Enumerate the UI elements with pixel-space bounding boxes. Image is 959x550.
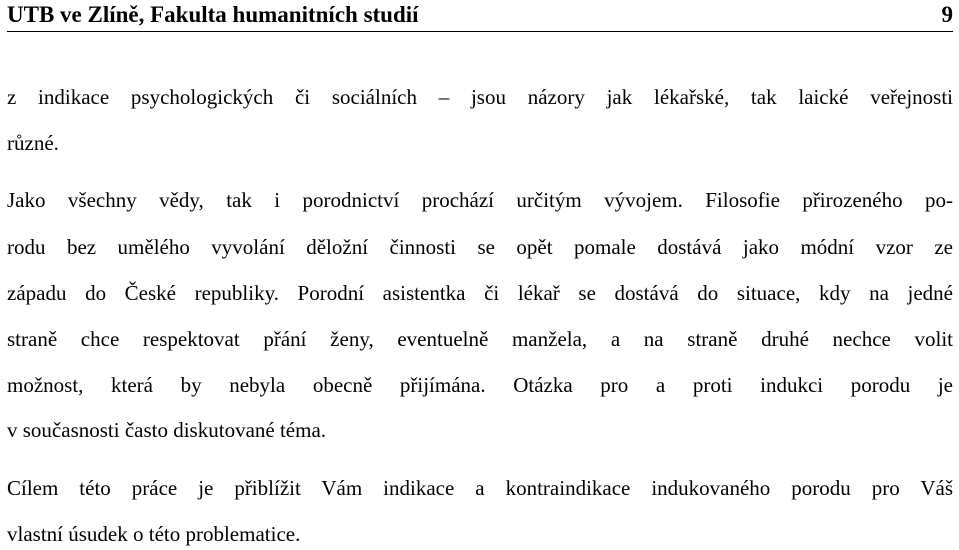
text-line: rodu bez umělého vyvolání děložní činnosti se opět pomale dostává jako módní vzor ze bbox=[7, 235, 953, 259]
text-line: různé. bbox=[7, 131, 59, 155]
page-header bbox=[7, 0, 953, 30]
header-divider bbox=[7, 31, 953, 32]
text-line: vlastní úsudek o této problematice. bbox=[7, 522, 301, 546]
text-line: západu do České republiky. Porodní asistentka či lékař se dostává do situace, kdy na jedné bbox=[7, 281, 953, 305]
text-line: v současnosti často diskutované téma. bbox=[7, 418, 327, 442]
text-line: možnost, která by nebyla obecně přijímána. Otázka pro a proti indukci porodu je bbox=[7, 373, 953, 397]
text-line: z indikace psychologických či sociálních – jsou názory jak lékařské, tak laické veřejnosti bbox=[7, 85, 953, 109]
page-number: 9 bbox=[941, 2, 953, 27]
text-line: Cílem této práce je přiblížit Vám indikace a kontraindikace indukovaného porodu pro Váš bbox=[7, 476, 953, 500]
text-line: straně chce respektovat přání ženy, eventuelně manžela, a na straně druhé nechce volit bbox=[7, 327, 953, 351]
header-title: UTB ve Zlíně, Fakulta humanitních studií bbox=[7, 2, 419, 27]
text-line: Jako všechny vědy, tak i porodnictví prochází určitým vývojem. Filosofie přirozeného po- bbox=[7, 188, 953, 212]
